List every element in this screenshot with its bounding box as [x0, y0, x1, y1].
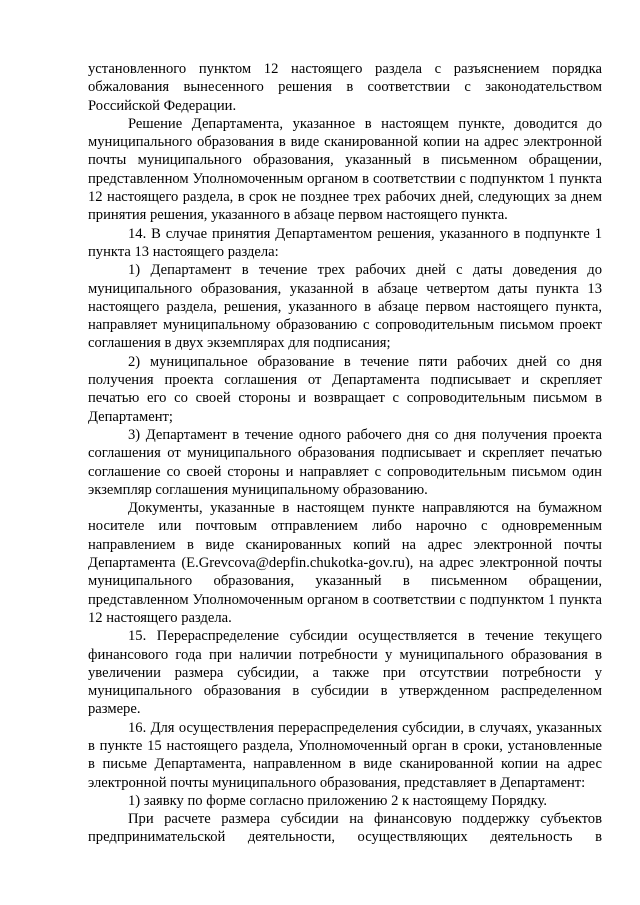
paragraph-item-14-sub-3: 3) Департамент в течение одного рабочего дня со дня получения проекта соглашения от муниципального образования подписывает и скрепляет печатью соглашение со своей стороны и направляет с сопроводительным письмом один экземпляр соглашения муниципальному образованию. [88, 426, 602, 498]
paragraph-item-14: 14. В случае принятия Департаментом решения, указанного в подпункте 1 пункта 13 настоящего раздела: [88, 225, 602, 260]
paragraph-item-14-sub-2: 2) муниципальное образование в течение пяти рабочих дней со дня получения проекта соглашения от Департамента подписывает и скрепляет печатью его со своей стороны и возвращает с сопроводительным письмом в Департамент; [88, 353, 602, 425]
paragraph-item-16: 16. Для осуществления перераспределения субсидии, в случаях, указанных в пункте 15 настоящего раздела, Уполномоченный орган в сроки, установленные в письме Департамента, направленном в виде сканированной копии на адрес электронной почты муниципального образования, представляет в Департамент: [88, 719, 602, 791]
paragraph-decision-notice: Решение Департамента, указанное в настоящем пункте, доводится до муниципального образования в виде сканированной копии на адрес электронной почты муниципального образования, указанный в письменном обращении, представленном Уполномоченным органом в соответствии с подпунктом 1 пункта 12 настоящего раздела, в срок не позднее трех рабочих дней, следующих за днем принятия решения, указанного в абзаце первом настоящего пункта. [88, 115, 602, 224]
paragraph-item-14-sub-1: 1) Департамент в течение трех рабочих дней с даты доведения до муниципального образования, указанной в абзаце четвертом даты пункта 13 настоящего раздела, решения, указанного в абзаце первом настоящего пункта, направляет муниципальному образованию с сопроводительным письмом проект соглашения в двух экземплярах для подписания; [88, 262, 602, 352]
paragraph-item-15: 15. Перераспределение субсидии осуществляется в течение текущего финансового года при наличии потребности у муниципального образования в увеличении размера субсидии, а также при отсутствии потребности у муниципального образования в субсидии в утвержденном распределенном размере. [88, 628, 602, 718]
paragraph-documents: Документы, указанные в настоящем пункте направляются на бумажном носителе или почтовым отправлением либо нарочно с одновременным направлением в виде сканированных копий на адрес электронной почты Департамента (E.Grevcova@depfin.chukotka-gov.ru), на адрес электронной почты муниципального образования, указанный в письменном обращении, представленном Уполномоченным органом в соответствии с подпунктом 1 пункта 12 настоящего раздела. [88, 500, 602, 626]
paragraph-calculation: При расчете размера субсидии на финансовую поддержку субъектов предпринимательской деятельности, осуществляющих деятельность в [88, 811, 602, 846]
document-page [88, 60, 602, 847]
paragraph-item-16-sub-1: 1) заявку по форме согласно приложению 2 к настоящему Порядку. [128, 792, 548, 809]
paragraph-continuation: установленного пунктом 12 настоящего раздела с разъяснением порядка обжалования вынесенного решения в соответствии с законодательством Российской Федерации. [88, 61, 602, 114]
